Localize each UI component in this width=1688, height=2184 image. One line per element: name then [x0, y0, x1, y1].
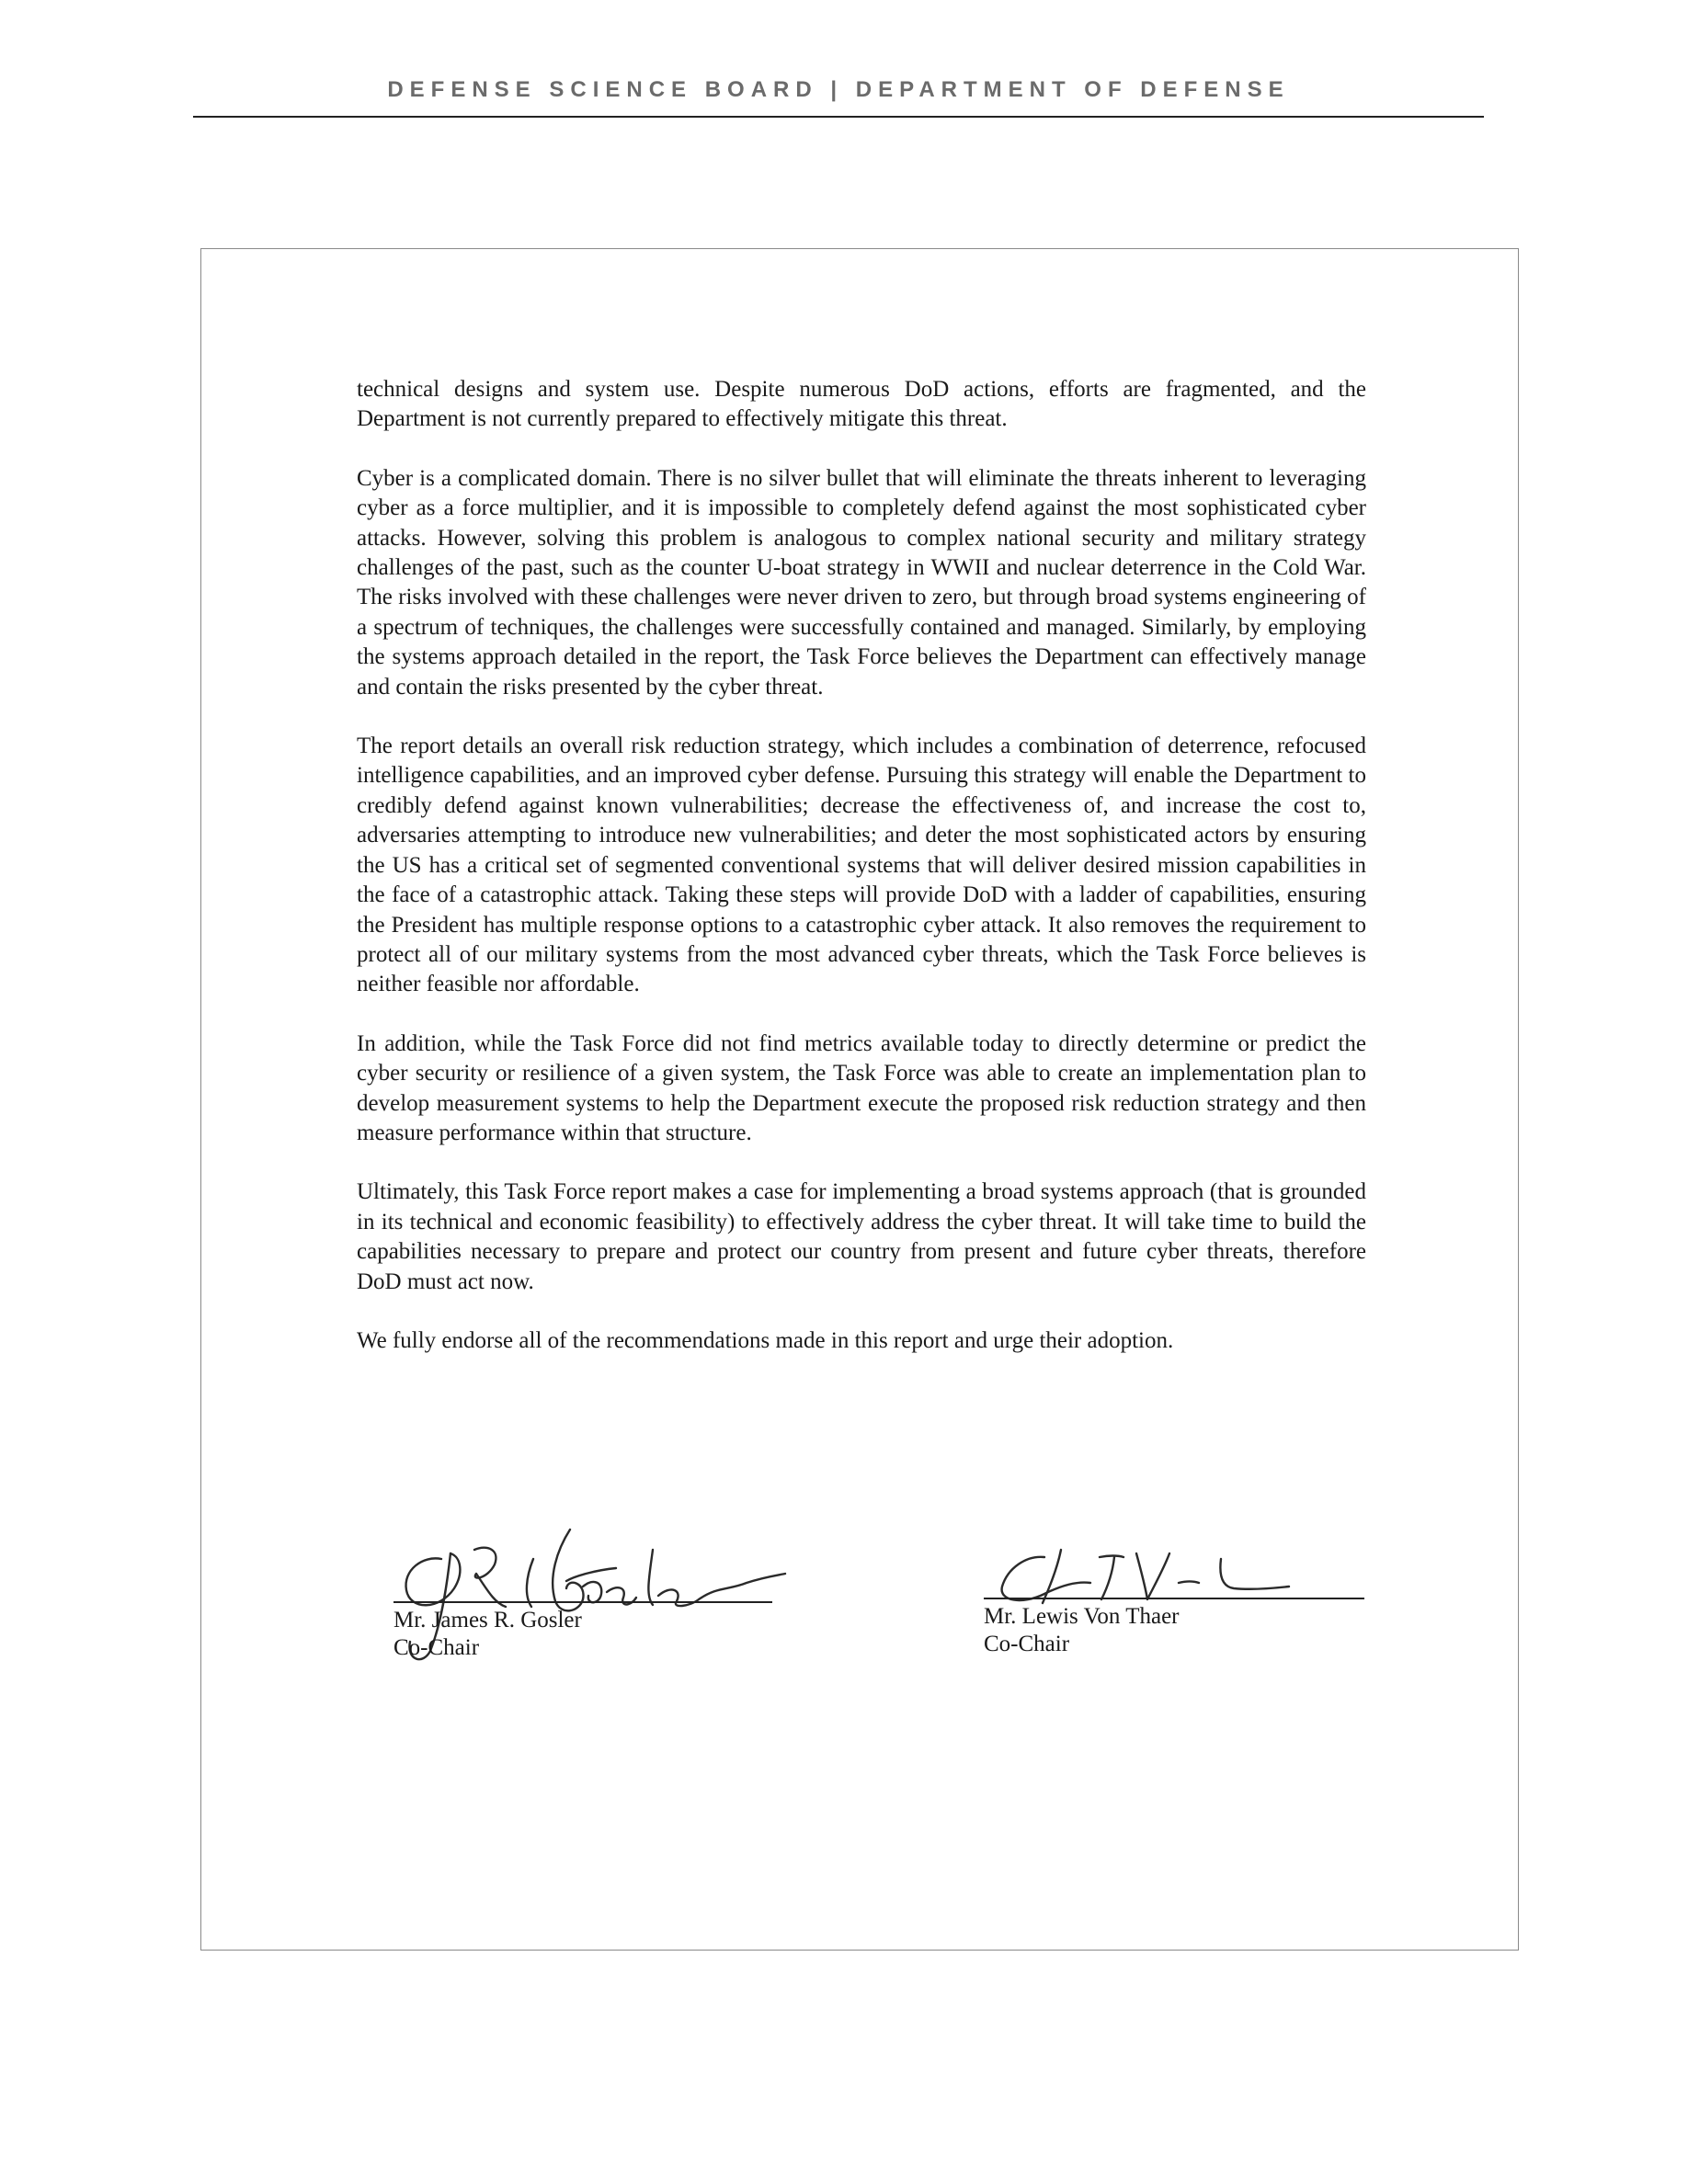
signatory-title: Co-Chair [984, 1632, 1070, 1656]
running-header: DEFENSE SCIENCE BOARD | DEPARTMENT OF DEFENSE [387, 77, 1290, 102]
paragraph-4: In addition, while the Task Force did not find metrics available today to directly determine or predict the cyber security or resilience of a given system, the Task Force was able to create an implementation plan to develop measurement systems to help the Department execute the proposed risk reduction strategy and then measure performance within that structure. [357, 1030, 1366, 1145]
signature-block-left [393, 1517, 780, 1662]
signature-line [984, 1598, 1364, 1599]
paragraph-2: Cyber is a complicated domain. There is no silver bullet that will eliminate the threats inherent to leveraging cyber as a force multiplier, and it is impossible to completely defend against the most sophisticated cyber attacks. However, solving this problem is analogous to complex national security and military strategy challenges of the past, such as the counter U-boat strategy in WWII and nuclear deterrence in the Cold War. The risks involved with these challenges were never driven to zero, but through broad systems engineering of a spectrum of techniques, the challenges were successfully contained and managed. Similarly, by employing the systems approach detailed in the report, the Task Force believes the Department can effectively manage and contain the risks presented by the cyber threat. [357, 465, 1366, 700]
signatory-name: Mr. James R. Gosler [393, 1608, 582, 1632]
header-divider [193, 116, 1484, 118]
signatory-title: Co-Chair [393, 1635, 480, 1660]
letter-body [357, 375, 1366, 1385]
signature-line [393, 1601, 772, 1603]
signatory-name: Mr. Lewis Von Thaer [984, 1604, 1180, 1629]
paragraph-1: technical designs and system use. Despite numerous DoD actions, efforts are fragmented, and the Department is not currently prepared to effectively mitigate this threat. [357, 377, 1366, 432]
paragraph-5: Ultimately, this Task Force report makes a case for implementing a broad systems approach (that is grounded in its technical and economic feasibility) to effectively address the cyber threat. It will take time to build the capabilities necessary to prepare and protect our country from present and future cyber threats, therefore DoD must act now. [357, 1179, 1366, 1294]
paragraph-3: The report details an overall risk reduction strategy, which includes a combination of deterrence, refocused intelligence capabilities, and an improved cyber defense. Pursuing this strategy will enable the Department to credibly defend against known vulnerabilities; decrease the effectiveness of, and increase the cost to, adversaries attempting to introduce new vulnerabilities; and deter the most sophisticated actors by ensuring the US has a critical set of segmented conventional systems that will deliver desired mission capabilities in the face of a catastrophic attack. Taking these steps will provide DoD with a ladder of capabilities, ensuring the President has multiple response options to a catastrophic cyber attack. It also removes the requirement to protect all of our military systems from the most advanced cyber threats, which the Task Force believes is neither feasible nor affordable. [357, 734, 1366, 997]
signature-block-right [984, 1517, 1370, 1658]
paragraph-6: We fully endorse all of the recommendations made in this report and urge their adoption. [357, 1327, 1174, 1353]
